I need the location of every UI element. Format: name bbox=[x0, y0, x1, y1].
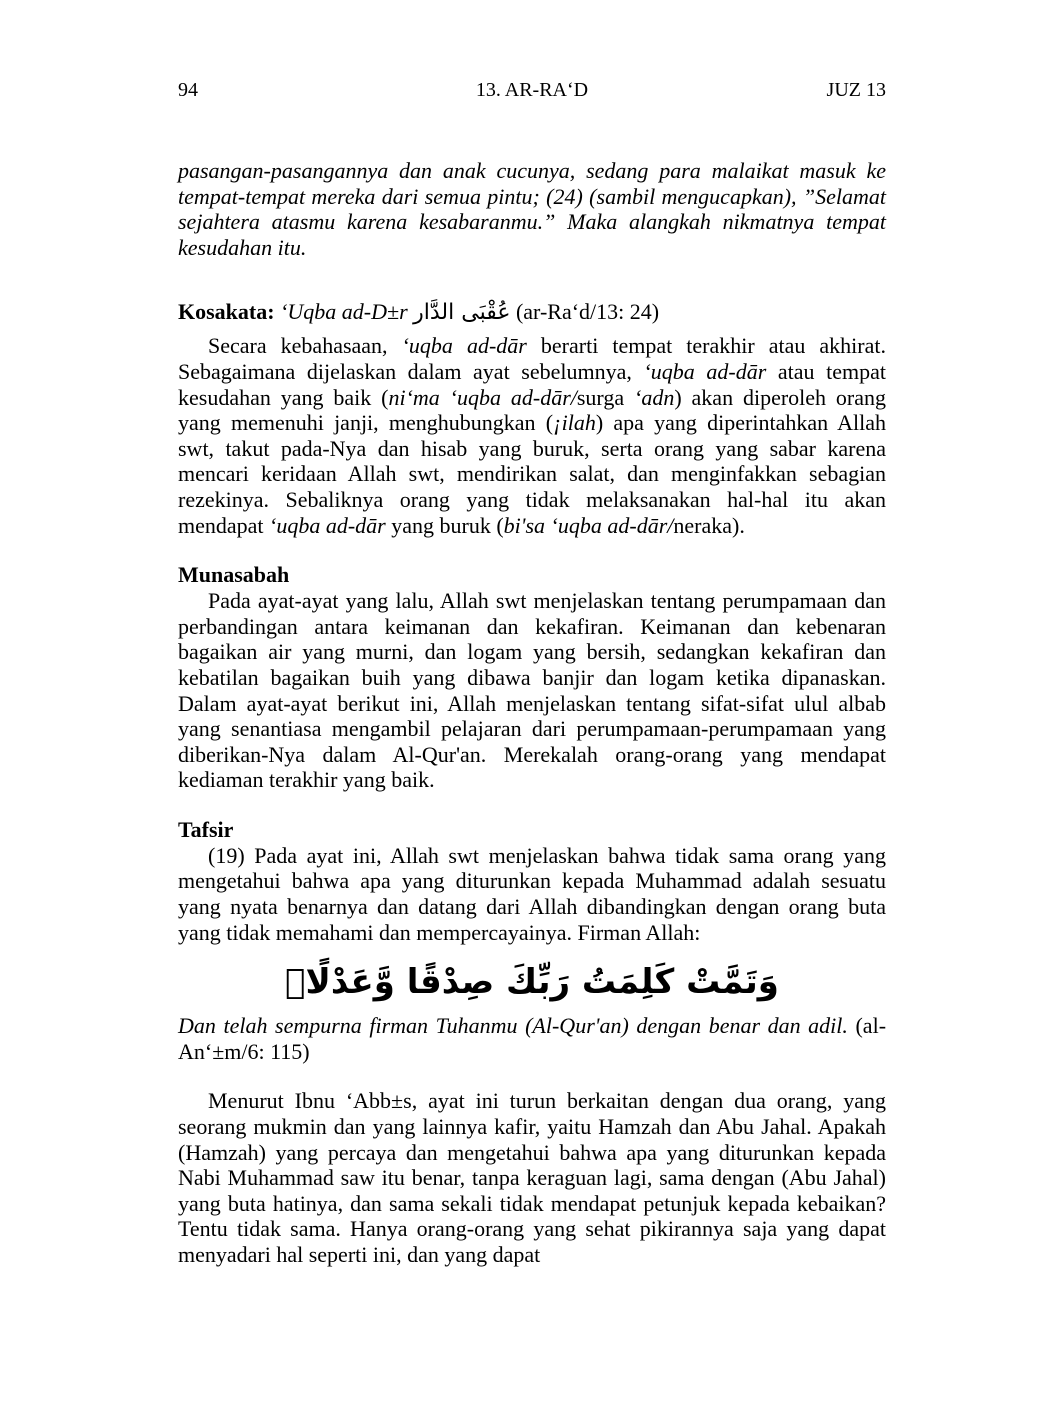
kosakata-arabic: عُقْبَى الدَّار bbox=[413, 300, 511, 326]
quran-verse-arabic: وَتَمَّتْ كَلِمَتُ رَبِّكَ صِدْقًا وَّعَدْلًاۗ bbox=[285, 962, 779, 1003]
kosakata-text: atau tempat kesudahan yang baik ( bbox=[178, 358, 887, 410]
verse-reference: (al-An‘±m/6: 115) bbox=[178, 1013, 887, 1064]
kosakata-term: ‘Uqba ad-D±r bbox=[280, 299, 408, 325]
kosakata-term-italic: ¡ilah bbox=[553, 410, 596, 436]
verse-translation: Dan telah sempurna firman Tuhanmu (Al-Qur'an) dengan benar dan adil. bbox=[178, 1013, 848, 1039]
document-page bbox=[178, 78, 886, 1268]
running-header bbox=[178, 78, 886, 102]
kosakata-text: ) akan diperoleh orang yang memenuhi janji, menghubungkan ( bbox=[178, 384, 887, 436]
kosakata-term-italic: ‘adn bbox=[634, 384, 675, 410]
tafsir-heading: Tafsir bbox=[178, 816, 234, 842]
page-number: 94 bbox=[178, 79, 198, 101]
kosakata-body bbox=[178, 333, 886, 538]
munasabah-body: Pada ayat-ayat yang lalu, Allah swt menjelaskan tentang perumpamaan dan perbandingan antara keimanan dan kekafiran. Keimanan dan kebenaran bagaikan air yang murni, dan logam yang bersih, sedangkan kekafiran dan kebatilan bagaikan buih yang dibawa banjir dan logam ketika dipanaskan. Dalam ayat-ayat berikut ini, Allah menjelaskan tentang sifat-sifat ulul albab yang senantiasa mengambil pelajaran dari perumpamaan-perumpamaan yang diberikan-Nya dalam Al-Qur'an. Merekalah orang-orang yang mendapat kediaman terakhir yang baik. bbox=[178, 588, 886, 793]
kosakata-reference: (ar-Ra‘d/13: 24) bbox=[515, 299, 660, 325]
kosakata-term-italic: ni‘ma ‘uqba ad-dār/ bbox=[388, 384, 577, 410]
kosakata-term-italic: bi'sa ‘uqba ad-dār/ bbox=[503, 512, 674, 538]
kosakata-term-italic: ‘uqba ad-dār bbox=[401, 333, 527, 359]
kosakata-text: berarti tempat terakhir atau akhirat. Sebagaimana dijelaskan dalam ayat sebelumnya, bbox=[178, 333, 886, 384]
kosakata-text: surga bbox=[576, 384, 635, 410]
kosakata-text: neraka). bbox=[673, 512, 745, 538]
verse-translation-paragraph bbox=[178, 1013, 886, 1064]
kosakata-label: Kosakata: bbox=[178, 299, 275, 325]
juz-label: JUZ 13 bbox=[826, 79, 886, 101]
kosakata-line bbox=[178, 298, 886, 327]
munasabah-heading: Munasabah bbox=[178, 562, 290, 588]
tafsir-body: (19) Pada ayat ini, Allah swt menjelaskan bahwa tidak sama orang yang mengetahui bahwa apa yang diturunkan kepada Muhammad adalah sesuatu yang nyata benarnya dan datang dari Allah dibandingkan dengan orang buta yang tidak memahami dan mempercayainya. Firman Allah: bbox=[178, 842, 886, 945]
kosakata-text: ) apa yang diperintahkan Allah swt, takut pada-Nya dan hisab yang buruk, serta orang yang sabar karena mencari keridaan Allah swt, mendirikan salat, dan menginfakkan sebagian rezekinya. Sebaliknya orang yang tidak melaksanakan hal-hal itu akan mendapat bbox=[178, 410, 886, 538]
chapter-title: 13. AR-RA‘D bbox=[475, 79, 589, 101]
kosakata-term-italic: ‘uqba ad-dār bbox=[643, 358, 767, 384]
tafsir-closing: Menurut Ibnu ‘Abb±s, ayat ini turun berkaitan dengan dua orang, yang seorang mukmin dan yang lainnya kafir, yaitu Hamzah dan Abu Jahal. Apakah (Hamzah) yang percaya dan mengetahui bahwa apa yang diturunkan kepada Nabi Muhammad saw itu benar, tanpa keraguan lagi, sama dengan (Abu Jahal) yang buta hatinya, dan sama sekali tidak mendapat petunjuk kepada kebaikan? Tentu tidak sama. Hanya orang-orang yang sehat pikirannya saja yang dapat menyadari hal seperti ini, dan yang dapat bbox=[178, 1088, 886, 1267]
kosakata-text: Secara kebahasaan, bbox=[208, 333, 402, 359]
intro-translation: pasangan-pasangannya dan anak cucunya, sedang para malaikat masuk ke tempat-tempat mereka dari semua pintu; (24) (sambil mengucapkan), ”Selamat sejahtera atasmu karena kesabaranmu.” Maka alangkah nikmatnya tempat kesudahan itu. bbox=[178, 158, 886, 260]
kosakata-term-italic: ‘uqba ad-dār bbox=[269, 512, 386, 538]
kosakata-text: yang buruk ( bbox=[385, 512, 504, 538]
